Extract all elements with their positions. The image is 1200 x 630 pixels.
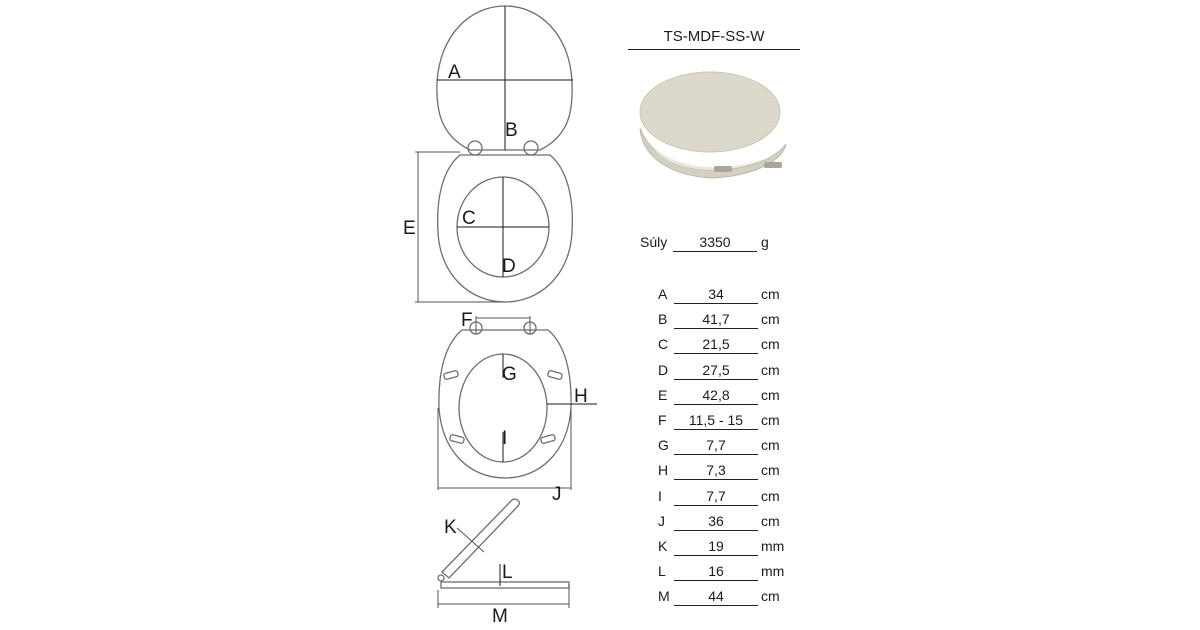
spec-key: F	[658, 412, 667, 428]
label-d: D	[502, 256, 516, 277]
label-l: L	[502, 562, 513, 583]
spec-value: 7,3	[674, 462, 758, 480]
weight-unit: g	[761, 234, 769, 250]
spec-unit: cm	[761, 462, 780, 479]
spec-value: 27,5	[674, 362, 758, 380]
spec-value: 11,5 - 15	[674, 412, 758, 430]
label-b: B	[505, 120, 518, 141]
spec-key: J	[658, 512, 665, 529]
weight-row	[640, 234, 780, 254]
label-j: J	[552, 484, 562, 505]
spec-row-m	[658, 588, 798, 608]
spec-unit: cm	[761, 311, 780, 328]
spec-unit: mm	[761, 538, 785, 554]
seat-drawing	[415, 152, 572, 302]
spec-row-i	[658, 488, 798, 508]
spec-key: I	[658, 487, 662, 504]
spec-value: 7,7	[674, 488, 758, 506]
spec-row-h	[658, 462, 798, 482]
spec-unit: mm	[761, 563, 785, 580]
spec-key: C	[658, 336, 669, 353]
label-h: H	[574, 386, 588, 407]
label-k: K	[444, 517, 457, 538]
spec-row-a	[658, 286, 798, 306]
spec-value: 16	[674, 563, 758, 581]
spec-row-j	[658, 513, 798, 533]
spec-unit: cm	[761, 512, 780, 529]
spec-unit: cm	[761, 412, 780, 428]
spec-value: 34	[674, 286, 758, 304]
spec-key: A	[658, 286, 668, 302]
weight-value: 3350	[673, 234, 757, 252]
spec-key: H	[658, 462, 669, 479]
spec-value: 36	[674, 513, 758, 531]
model-number: TS-MDF-SS-W	[628, 28, 800, 50]
spec-unit: cm	[761, 361, 780, 378]
spec-key: B	[658, 311, 668, 328]
label-i: I	[502, 428, 508, 449]
spec-value: 21,5	[674, 336, 758, 354]
spec-unit: cm	[761, 286, 780, 302]
spec-row-c	[658, 336, 798, 356]
spec-row-l	[658, 563, 798, 583]
spec-row-f	[658, 412, 798, 432]
label-e: E	[403, 218, 416, 239]
spec-row-d	[658, 362, 798, 382]
spec-value: 44	[674, 588, 758, 606]
spec-key: G	[658, 437, 669, 454]
spec-key: L	[658, 563, 666, 580]
spec-unit: cm	[761, 487, 780, 504]
spec-value: 19	[674, 538, 758, 556]
spec-row-e	[658, 387, 798, 407]
spec-value: 41,7	[674, 311, 758, 329]
label-c: C	[462, 208, 476, 229]
spec-unit: cm	[761, 588, 780, 605]
spec-value: 42,8	[674, 387, 758, 405]
side-view-drawing	[438, 499, 569, 608]
label-f: F	[461, 310, 473, 331]
weight-label: Súly	[640, 234, 668, 250]
product-photo	[632, 66, 792, 190]
spec-row-b	[658, 311, 798, 331]
spec-row-g	[658, 437, 798, 457]
spec-value: 7,7	[674, 437, 758, 455]
label-a: A	[448, 62, 461, 83]
label-g: G	[502, 364, 517, 385]
spec-key: M	[658, 588, 670, 605]
label-m: M	[492, 606, 508, 627]
spec-row-k	[658, 538, 798, 558]
spec-unit: cm	[761, 386, 780, 403]
spec-key: K	[658, 538, 668, 554]
spec-unit: cm	[761, 336, 780, 353]
spec-key: E	[658, 386, 668, 403]
spec-unit: cm	[761, 437, 780, 454]
spec-key: D	[658, 361, 669, 378]
